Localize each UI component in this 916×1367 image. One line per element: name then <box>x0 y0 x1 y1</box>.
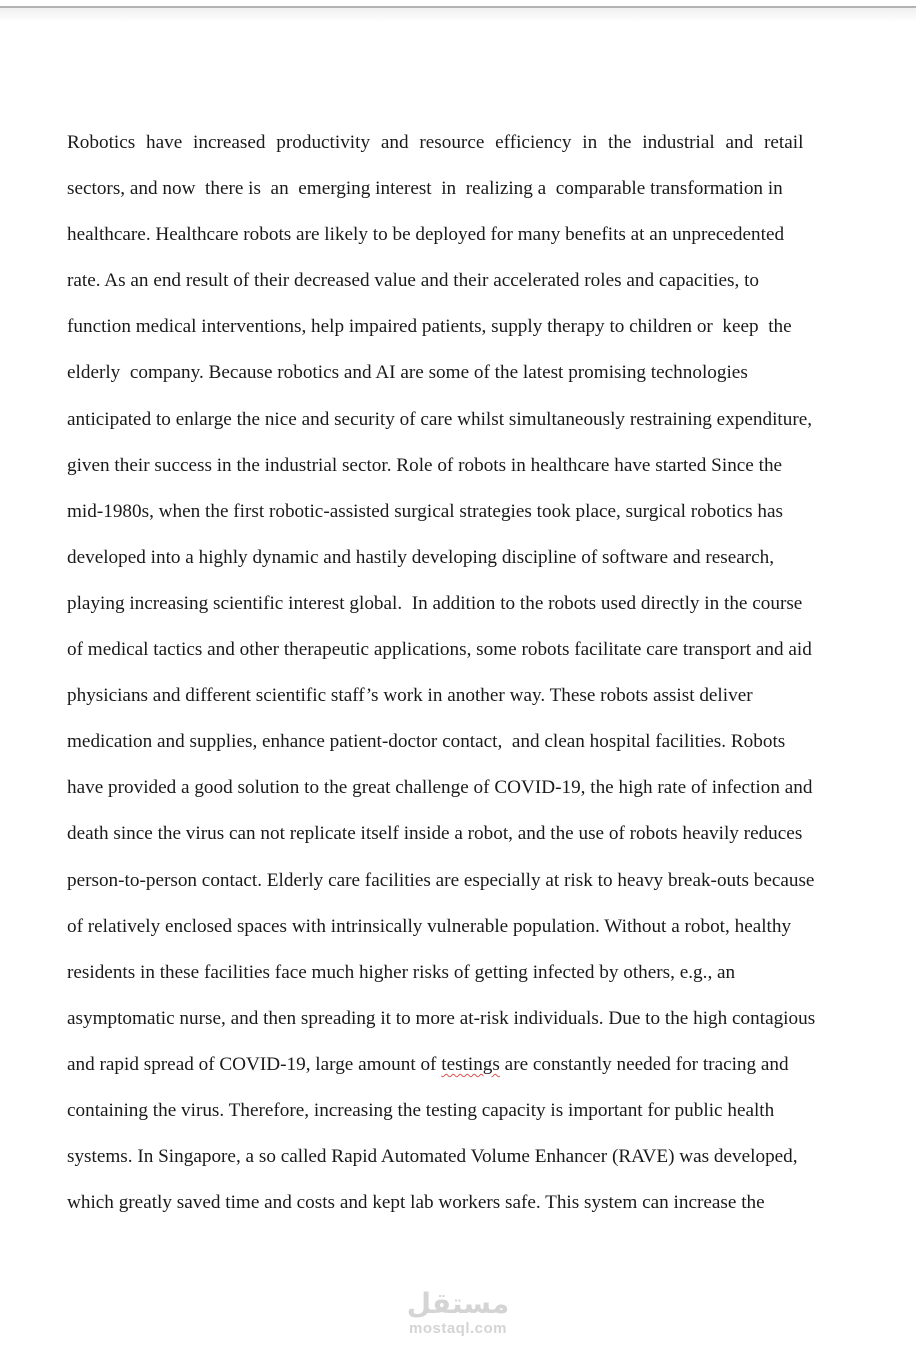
text-line: playing increasing scientific interest global. In addition to the robots used directly in the course <box>67 592 803 614</box>
text-line: of relatively enclosed spaces with intrinsically vulnerable population. Without a robot, healthy <box>67 915 792 937</box>
watermark-url: mostaql.com <box>408 1320 508 1337</box>
spelling-error-word[interactable]: testings <box>441 1053 500 1075</box>
text-line: of medical tactics and other therapeutic applications, some robots facilitate care transport and aid <box>67 639 812 661</box>
watermark-logo-arabic: مستقل <box>406 1287 510 1320</box>
text-segment: are constantly needed for tracing and <box>499 1053 789 1075</box>
page-top-shadow <box>0 8 916 22</box>
text-line: physicians and different scientific staff’s work in another way. These robots assist deliver <box>67 685 753 707</box>
text-line: have provided a good solution to the great challenge of COVID-19, the high rate of infection and <box>67 777 813 799</box>
text-line: developed into a highly dynamic and hastily developing discipline of software and research, <box>67 546 775 568</box>
text-line: asymptomatic nurse, and then spreading it to more at-risk individuals. Due to the high contagious <box>67 1007 816 1029</box>
text-line: function medical interventions, help impaired patients, supply therapy to children or keep the <box>67 316 792 338</box>
text-segment: and rapid spread of COVID-19, large amount of <box>67 1053 442 1075</box>
text-line: Robotics have increased productivity and resource efficiency in the industrial and retail <box>67 132 804 153</box>
text-line: containing the virus. Therefore, increasing the testing capacity is important for public health <box>67 1099 775 1121</box>
text-line: given their success in the industrial sector. Role of robots in healthcare have started Since the <box>67 454 783 476</box>
text-line: anticipated to enlarge the nice and security of care whilst simultaneously restraining expenditure, <box>67 408 813 430</box>
text-line: death since the virus can not replicate itself inside a robot, and the use of robots heavily reduces <box>67 823 803 845</box>
text-line: person-to-person contact. Elderly care facilities are especially at risk to heavy break-outs because <box>67 869 815 891</box>
text-line: elderly company. Because robotics and AI are some of the latest promising technologies <box>67 362 748 384</box>
text-line: sectors, and now there is an emerging interest in realizing a comparable transformation in <box>67 178 783 200</box>
text-line: which greatly saved time and costs and kept lab workers safe. This system can increase the <box>67 1192 765 1214</box>
text-line: systems. In Singapore, a so called Rapid Automated Volume Enhancer (RAVE) was developed, <box>67 1146 798 1168</box>
text-line-with-spell-error <box>67 1050 887 1096</box>
text-line: healthcare. Healthcare robots are likely to be deployed for many benefits at an unprecedented <box>67 224 785 246</box>
text-line: rate. As an end result of their decreased value and their accelerated roles and capacities, to <box>67 270 760 292</box>
text-line: medication and supplies, enhance patient-doctor contact, and clean hospital facilities. Robots <box>67 731 786 753</box>
text-line: residents in these facilities face much higher risks of getting infected by others, e.g., an <box>67 961 736 983</box>
text-line: mid-1980s, when the first robotic-assisted surgical strategies took place, surgical robotics has <box>67 500 783 522</box>
mostaql-watermark <box>398 1288 518 1338</box>
body-paragraph[interactable] <box>67 128 887 1234</box>
